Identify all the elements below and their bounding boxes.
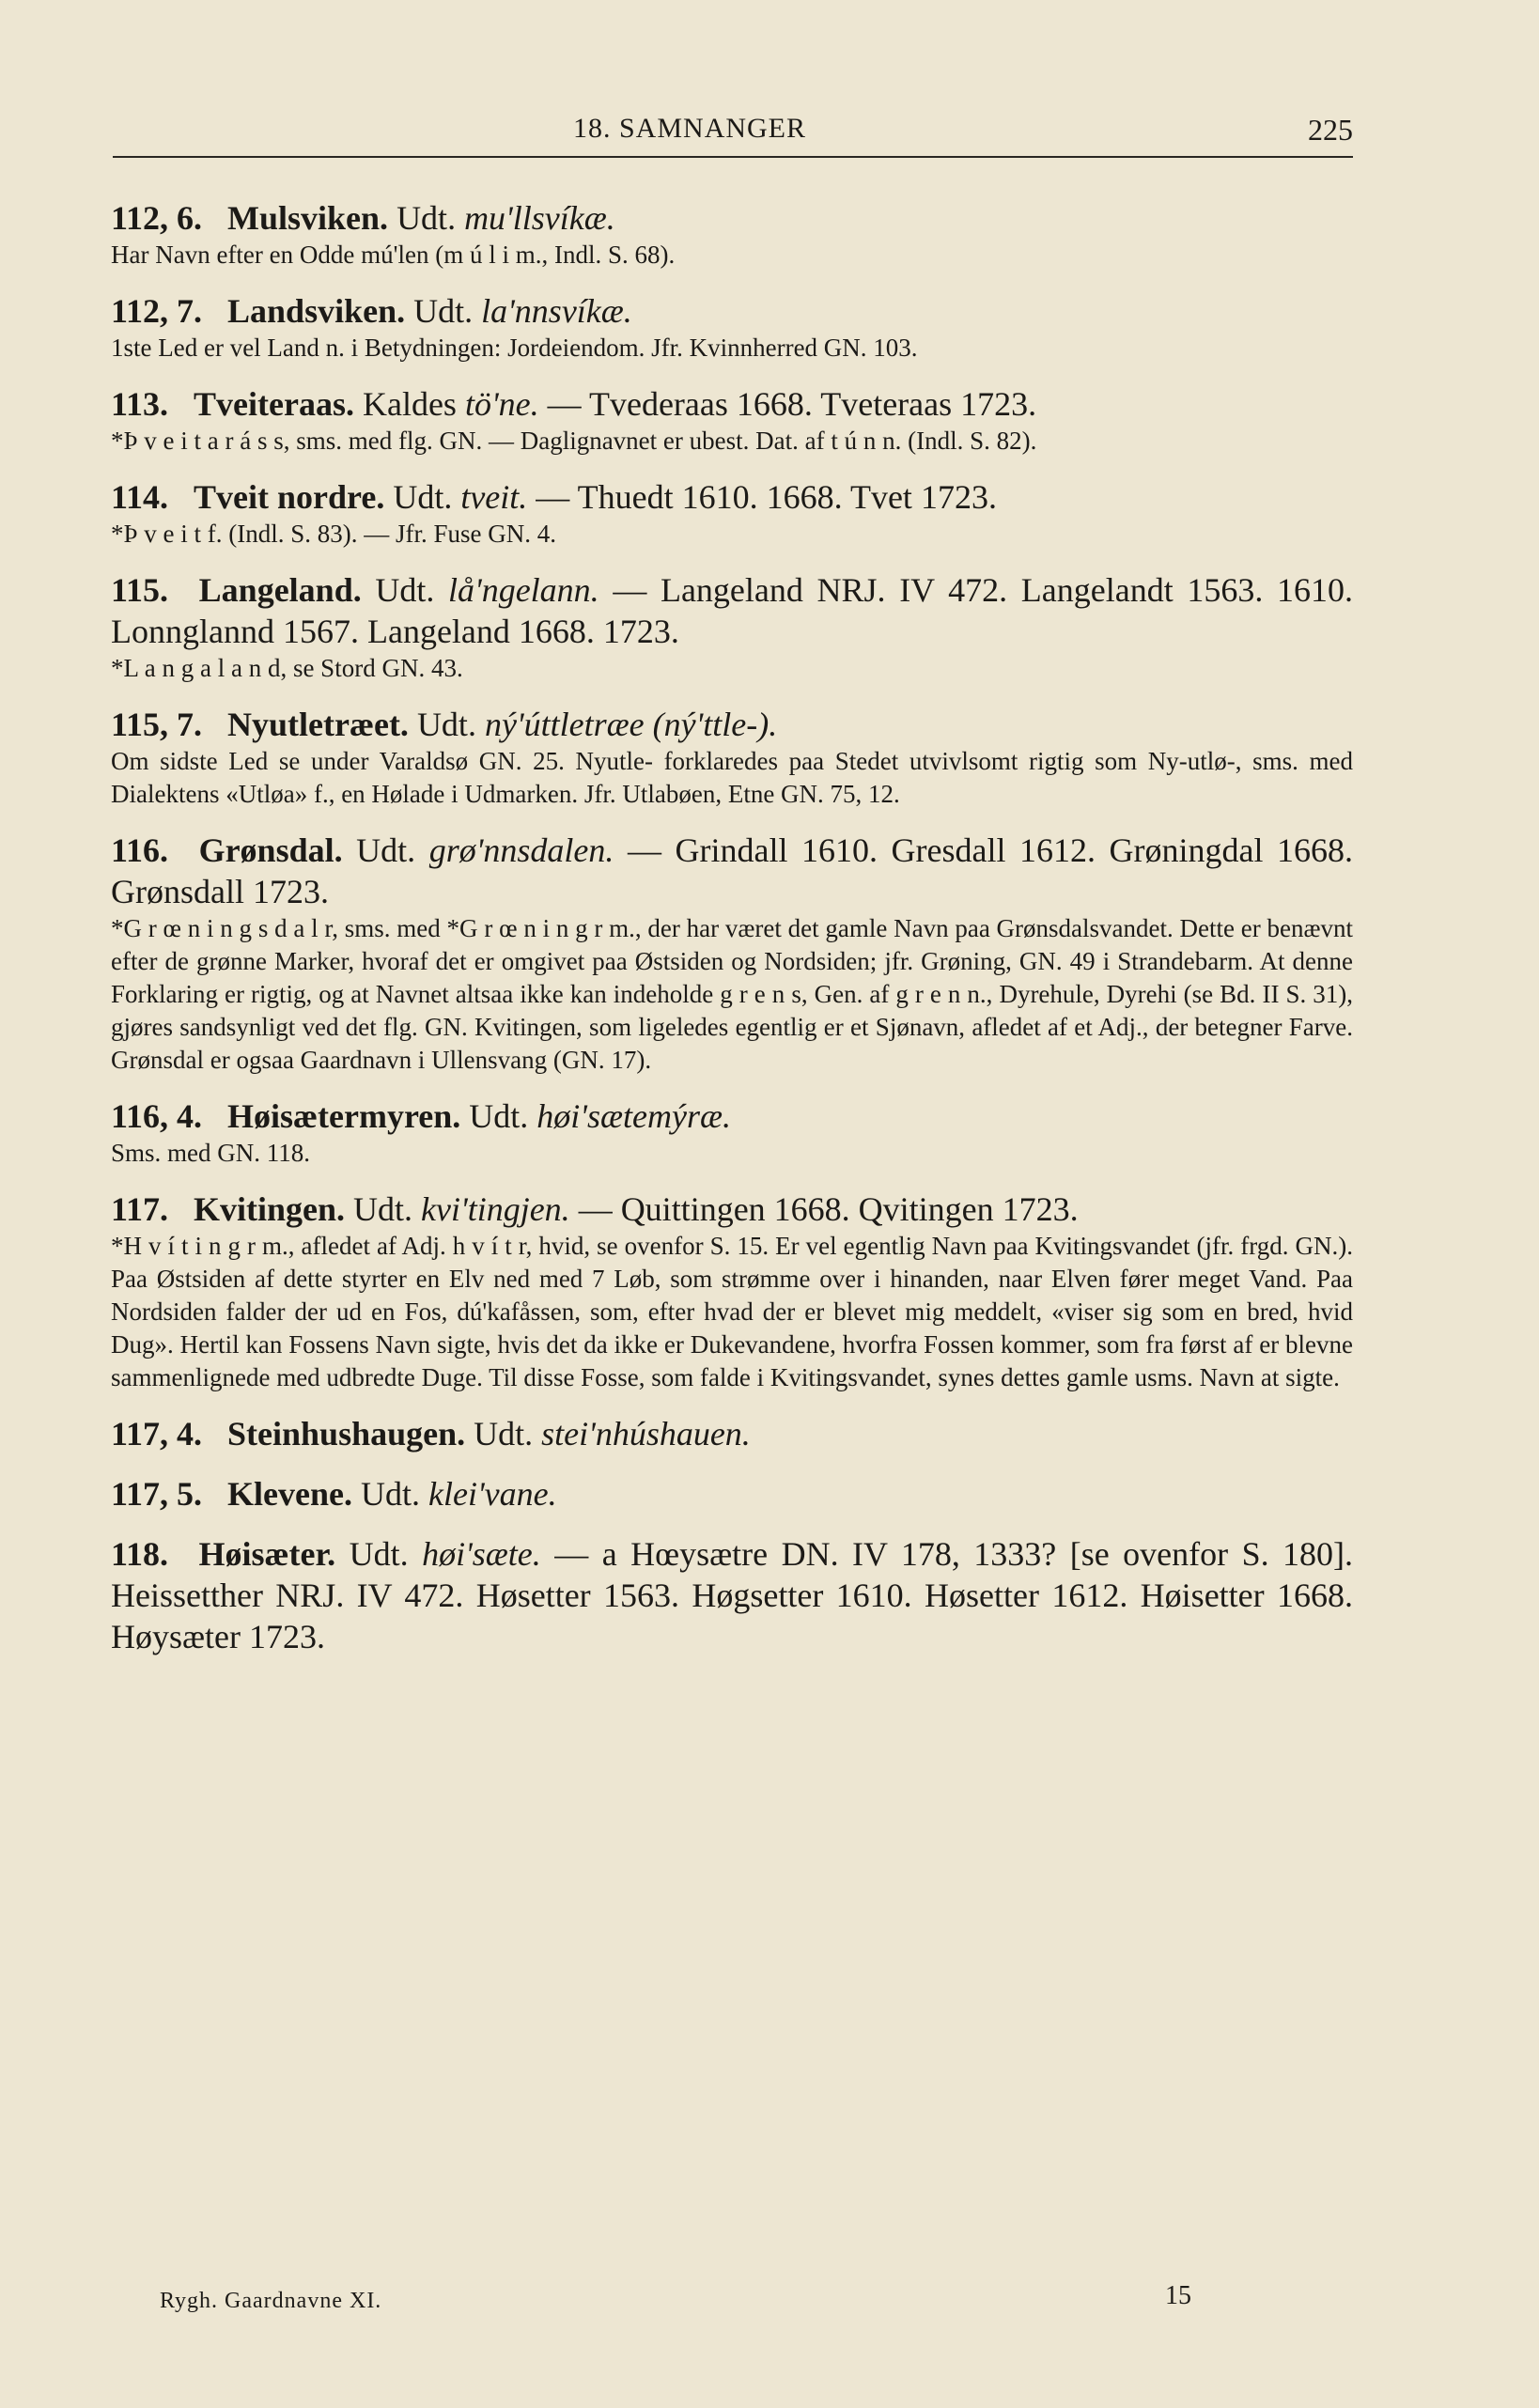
farm-name: Tveit nordre.: [194, 478, 385, 516]
udt-label: Udt.: [469, 1097, 529, 1135]
farm-name: Høisæter.: [198, 1535, 336, 1573]
entry-number: 112, 6.: [111, 199, 203, 237]
pronunciation: la'nnsvíkæ.: [481, 292, 632, 330]
entry-113: [111, 383, 1353, 458]
udt-label: Udt.: [353, 1190, 413, 1228]
entry-body: Sms. med GN. 118.: [111, 1139, 311, 1167]
chapter-title: 18. SAMNANGER: [573, 113, 807, 144]
entry-number: 113.: [111, 385, 169, 423]
udt-label: Udt.: [356, 831, 416, 869]
udt-label: Udt.: [393, 478, 453, 516]
entries: [111, 197, 1353, 1676]
entry-number: 112, 7.: [111, 292, 203, 330]
pronunciation: ný'úttletræe (ný'ttle-).: [484, 706, 778, 743]
farm-name: Steinhushaugen.: [227, 1415, 466, 1453]
udt-label: Udt.: [474, 1415, 534, 1453]
historical-forms: — Thuedt 1610. 1668. Tvet 1723.: [536, 478, 997, 516]
pronunciation: tveit.: [460, 478, 528, 516]
pronunciation: mu'llsvíkæ.: [464, 199, 615, 237]
page-footer: [160, 2281, 1240, 2319]
entry-117-5: [111, 1473, 1353, 1515]
farm-name: Kvitingen.: [194, 1190, 346, 1228]
udt-label: Udt.: [416, 706, 476, 743]
entry-117-4: [111, 1413, 1353, 1454]
page-number: 225: [1308, 113, 1353, 147]
historical-forms: — Grindall 1610. Gresdall 1612. Grøningdal 1668. Grønsdall 1723.: [111, 831, 1354, 910]
pronunciation: høi'sæte.: [422, 1535, 541, 1573]
pronunciation: lå'ngelann.: [448, 571, 599, 609]
pronunciation: stei'nhúshauen.: [541, 1415, 751, 1453]
page-header: [113, 111, 1353, 158]
pronunciation: tö'ne.: [464, 385, 539, 423]
entry-number: 117.: [111, 1190, 169, 1228]
historical-forms: — Tvederaas 1668. Tveteraas 1723.: [547, 385, 1037, 423]
book-signature: Rygh. Gaardnavne XI.: [160, 2289, 382, 2313]
entry-112-6: [111, 197, 1353, 272]
udt-label: Udt.: [413, 292, 474, 330]
pronunciation: klei'vane.: [428, 1475, 557, 1513]
entry-body: *L a n g a l a n d, se Stord GN. 43.: [111, 654, 463, 682]
entry-number: 115, 7.: [111, 706, 203, 743]
udt-label: Udt.: [360, 1475, 420, 1513]
entry-number: 117, 4.: [111, 1415, 203, 1453]
entry-body: Har Navn efter en Odde mú'len (m ú l i m., Indl. S. 68).: [111, 241, 676, 269]
udt-label: Udt.: [396, 199, 457, 237]
entry-112-7: [111, 290, 1353, 365]
historical-forms: — a Hœysætre DN. IV 178, 1333? [se ovenfor S. 180]. Heissetther NRJ. IV 472. Høsetter 1563. Høgsetter 1610. Høsetter 1612. Høisetter 1668. Høysæter 1723.: [111, 1535, 1354, 1655]
kaldes-label: Kaldes: [362, 385, 457, 423]
pronunciation: kvi'tingjen.: [421, 1190, 570, 1228]
entry-body: *H v í t i n g r m., afledet af Adj. h v í t r, hvid, se ovenfor S. 15. Er vel egentlig Navn paa Kvitingsvandet (jfr. frgd. GN.). Paa Østsiden af dette styrter en Elv ned med 7 Løb, som strømme over i hinanden, naar Elven fører meget Vand. Paa Nordsiden falder der ud en Fos, dú'kafåssen, som, efter hvad der er blevet mig meddelt, «viser sig som en bred, hvid Dug». Hertil kan Fossens Navn sigte, hvis det da ikke er Dukevandene, hvorfra Fossen kommer, som fra først af er blevne sammenlignede med udbredte Duge. Til disse Fosse, som falde i Kvitingsvandet, synes dettes gamle usms. Navn at sigte.: [111, 1232, 1353, 1391]
farm-name: Tveiteraas.: [194, 385, 354, 423]
entry-body: *Þ v e i t a r á s s, sms. med flg. GN. — Daglignavnet er ubest. Dat. af t ú n n. (Indl. S. 82).: [111, 427, 1037, 455]
farm-name: Langeland.: [198, 571, 362, 609]
sheet-number: 15: [1165, 2281, 1191, 2310]
entry-body: *G r œ n i n g s d a l r, sms. med *G r œ n i n g r m., der har været det gamle Navn paa Grønsdalsvandet. Dette er benævnt efter de grønne Marker, hvoraf det er omgivet paa Østsiden og Nordsiden; jfr. Grøning, GN. 49 i Strandebarm. At denne Forklaring er rigtig, og at Navnet altsaa ikke kan indeholde g r e n s, Gen. af g r e n n., Dyrehule, Dyrehi (se Bd. II S. 31), gjøres sandsynligt ved det flg. GN. Kvitingen, som ligeledes egentlig er et Sjønavn, afledet af et Adj., der betegner Farve. Grønsdal er ogsaa Gaardnavn i Ullensvang (GN. 17).: [111, 914, 1353, 1074]
entry-115: [111, 569, 1353, 685]
entry-115-7: [111, 704, 1353, 811]
entry-body: *Þ v e i t f. (Indl. S. 83). — Jfr. Fuse GN. 4.: [111, 520, 556, 548]
historical-forms: — Quittingen 1668. Qvitingen 1723.: [578, 1190, 1079, 1228]
farm-name: Grønsdal.: [198, 831, 343, 869]
pronunciation: høi'sætemýræ.: [536, 1097, 731, 1135]
farm-name: Høisætermyren.: [227, 1097, 461, 1135]
pronunciation: grø'nnsdalen.: [428, 831, 614, 869]
entry-114: [111, 476, 1353, 551]
entry-body: 1ste Led er vel Land n. i Betydningen: Jordeiendom. Jfr. Kvinnherred GN. 103.: [111, 334, 918, 362]
entry-number: 115.: [111, 571, 169, 609]
entry-number: 114.: [111, 478, 169, 516]
farm-name: Mulsviken.: [227, 199, 389, 237]
entry-116-4: [111, 1095, 1353, 1170]
entry-number: 118.: [111, 1535, 169, 1573]
entry-number: 116.: [111, 831, 169, 869]
entry-body: Om sidste Led se under Varaldsø GN. 25. Nyutle- forklaredes paa Stedet utvivlsomt rigtig som Ny-utlø-, sms. med Dialektens «Utløa» f., en Hølade i Udmarken. Jfr. Utlabøen, Etne GN. 75, 12.: [111, 747, 1353, 808]
udt-label: Udt.: [375, 571, 435, 609]
entry-117: [111, 1188, 1353, 1394]
farm-name: Nyutletræet.: [227, 706, 409, 743]
udt-label: Udt.: [349, 1535, 409, 1573]
entry-number: 117, 5.: [111, 1475, 203, 1513]
entry-118: [111, 1533, 1353, 1657]
farm-name: Klevene.: [227, 1475, 352, 1513]
farm-name: Landsviken.: [227, 292, 406, 330]
historical-forms: — Langeland NRJ. IV 472. Langelandt 1563. 1610. Lonnglannd 1567. Langeland 1668. 1723.: [111, 571, 1354, 650]
entry-number: 116, 4.: [111, 1097, 203, 1135]
entry-116: [111, 830, 1353, 1077]
